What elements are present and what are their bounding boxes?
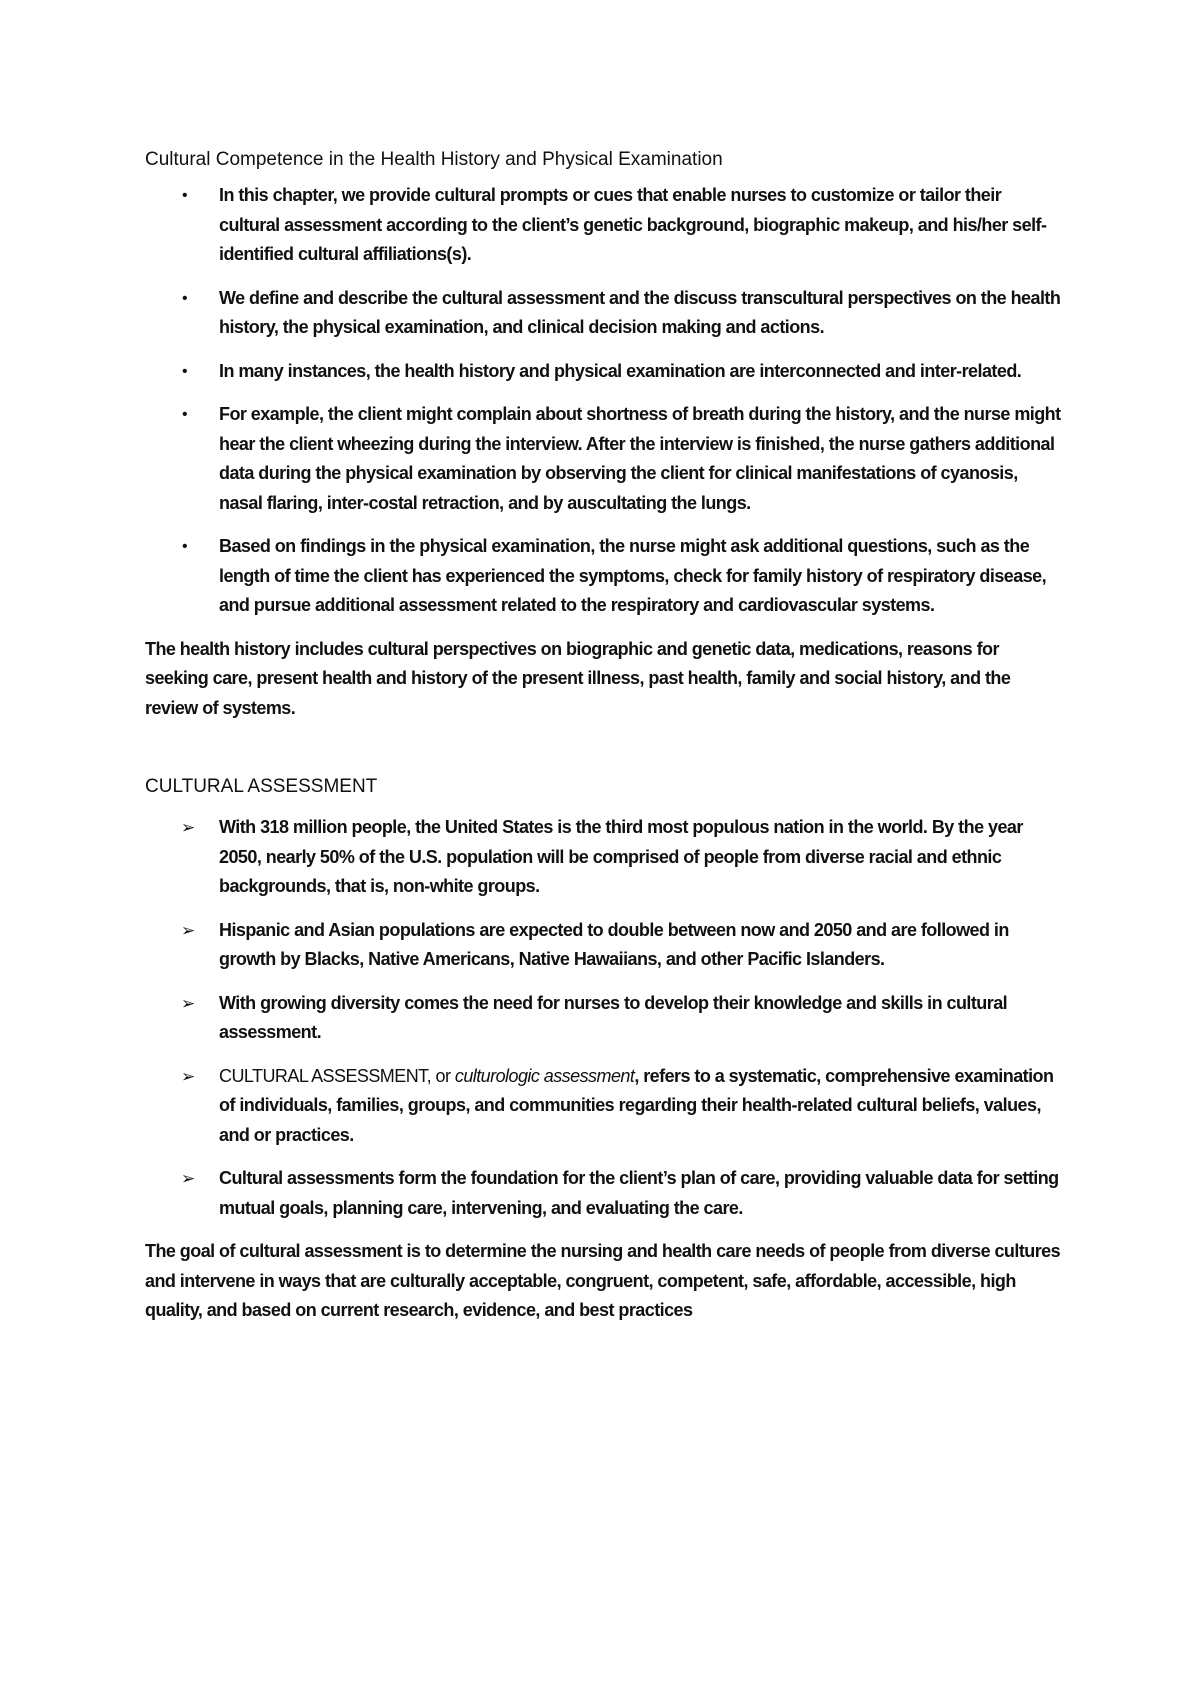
arrow-bullet-icon: ➢	[181, 818, 195, 837]
list-item-text: In many instances, the health history and physical examination are interconnected and inter-related.	[219, 360, 1022, 381]
bullet-icon: •	[182, 187, 188, 204]
definition-term: CULTURAL ASSESSMENT, or	[219, 1065, 455, 1086]
list-item-text: With 318 million people, the United States is the third most populous nation in the world. By the year 2050, nearly 50% of the U.S. population will be comprised of people from diverse racial and ethnic backgrounds, that is, non-white groups.	[219, 817, 1023, 896]
section-heading: Cultural Competence in the Health History and Physical Examination	[145, 149, 723, 170]
list-item	[145, 813, 1065, 902]
bullet-icon: •	[182, 406, 188, 423]
bullet-icon: •	[182, 538, 188, 555]
list-item	[145, 1062, 1065, 1151]
section-heading: CULTURAL ASSESSMENT	[145, 776, 378, 797]
list-item	[145, 357, 1065, 387]
list-item-text	[219, 1066, 1053, 1145]
list-item	[145, 989, 1065, 1048]
list-item	[145, 916, 1065, 975]
list-item-text: In this chapter, we provide cultural prompts or cues that enable nurses to customize or tailor their cultural assessment according to the client’s genetic background, biographic makeup, and his/her self-identified cultural affiliations(s).	[219, 185, 1047, 264]
arrow-bullet-icon: ➢	[181, 920, 195, 940]
list-item-text: Hispanic and Asian populations are expected to double between now and 2050 and are followed in growth by Blacks, Native Americans, Native Hawaiians, and other Pacific Islanders.	[219, 919, 1009, 969]
list-item-text: With growing diversity comes the need for nurses to develop their knowledge and skills in cultural assessment.	[219, 992, 1008, 1042]
list-item-text: For example, the client might complain about shortness of breath during the history, and the nurse might hear the client wheezing during the interview. After the interview is finished, the nurse gathers additional data during the physical examination by observing the client for clinical manifestations of cyanosis, nasal flaring, inter-costal retraction, and by auscultating the lungs.	[219, 404, 1061, 513]
arrow-bullet-icon: ➢	[181, 993, 195, 1013]
bullet-icon: •	[182, 362, 188, 380]
arrow-bullet-icon: ➢	[181, 1169, 195, 1188]
goal-paragraph: The goal of cultural assessment is to determine the nursing and health care needs of people from diverse cultures and intervene in ways that are culturally acceptable, congruent, competent, safe, affordable, accessible, high quality, and based on current research, evidence, and best practices	[145, 1241, 1061, 1320]
list-item-text: We define and describe the cultural assessment and the discuss transcultural perspectives on the health history, the physical examination, and clinical decision making and actions.	[219, 287, 1061, 337]
arrow-bullet-icon: ➢	[181, 1066, 195, 1086]
list-item	[145, 532, 1065, 621]
bullet-icon: •	[182, 289, 188, 307]
definition-text: , refers to a systematic, comprehensive examination of individuals, families, groups, and communities regarding their health-related cultural beliefs, values, and or practices.	[219, 1065, 1054, 1145]
summary-paragraph: The health history includes cultural perspectives on biographic and genetic data, medications, reasons for seeking care, present health and history of the present illness, past health, family and social history, and the review of systems.	[145, 638, 1011, 718]
italic-term: culturologic assessment	[454, 1065, 635, 1086]
list-item-text: Cultural assessments form the foundation for the client’s plan of care, providing valuable data for setting mutual goals, planning care, intervening, and evaluating the care.	[219, 1168, 1059, 1218]
bullet-list	[145, 181, 1065, 621]
list-item	[145, 400, 1065, 518]
arrow-list	[145, 813, 1065, 1223]
document-body	[145, 148, 1065, 1326]
list-item	[145, 1164, 1065, 1223]
list-item-text: Based on findings in the physical examination, the nurse might ask additional questions, such as the length of time the client has experienced the symptoms, check for family history of respiratory disease, and pursue additional assessment related to the respiratory and cardiovascular systems.	[219, 536, 1047, 615]
list-item	[145, 284, 1065, 343]
list-item	[145, 181, 1065, 270]
